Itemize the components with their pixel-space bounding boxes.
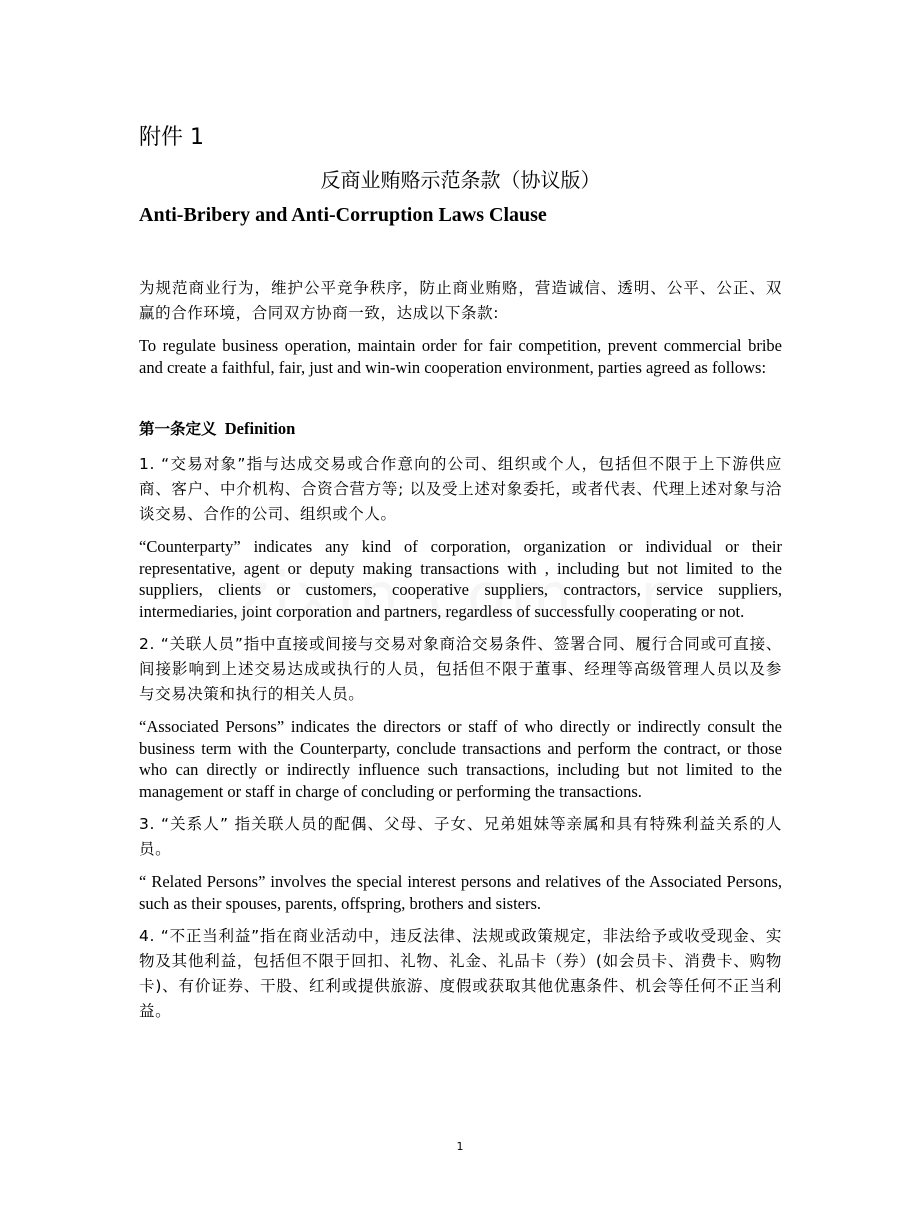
title-english: Anti-Bribery and Anti-Corruption Laws Clause — [139, 204, 547, 226]
definition-1-chinese: 1. “交易对象”指与达成交易或合作意向的公司、组织或个人，包括但不限于上下游供应商、客户、中介机构、合资合营方等; 以及受上述对象委托，或者代表、代理上述对象与洽谈交易、合作的公司、组织或个人。 — [139, 455, 782, 523]
document-body — [139, 120, 782, 1033]
definition-3-chinese: 3. “关系人” 指关联人员的配偶、父母、子女、兄弟姐妹等亲属和具有特殊利益关系的人员。 — [139, 815, 782, 858]
section-heading-english: Definition — [224, 419, 296, 438]
definition-2-chinese: 2. “关联人员”指中直接或间接与交易对象商洽交易条件、签署合同、履行合同或可直接、间接影响到上述交易达成或执行的人员，包括但不限于董事、经理等高级管理人员以及参与交易决策和执行的相关人员。 — [139, 635, 782, 703]
section-heading-chinese: 第一条定义 — [139, 420, 217, 438]
page-number: 1 — [456, 1140, 464, 1153]
definition-3-english: “ Related Persons” involves the special interest persons and relatives of the Associated Persons, such as their spouses, parents, offspring, brothers and sisters. — [139, 872, 782, 913]
definition-2-english: “Associated Persons” indicates the directors or staff of who directly or indirectly consult the business term with the Counterparty, conclude transactions and perform the contract, or those who can directly or indirectly influence such transactions, including but not limited to the management or staff in charge of concluding or performing the transactions. — [139, 717, 782, 801]
annex-label: 附件 1 — [139, 125, 204, 150]
definition-1-english: “Counterparty” indicates any kind of corporation, organization or individual or their representative, agent or deputy making transactions with , including but not limited to the suppliers, clients or customers, cooperative suppliers, contractors, service suppliers, intermediaries, joint corporation and partners, regardless of successfully cooperating or not. — [139, 537, 782, 621]
definition-4-chinese: 4. “不正当利益”指在商业活动中，违反法律、法规或政策规定，非法给予或收受现金、实物及其他利益，包括但不限于回扣、礼物、礼金、礼品卡（券）(如会员卡、消费卡、购物卡)、有价证券、干股、红利或提供旅游、度假或获取其他优惠条件、机会等任何不正当利益。 — [139, 927, 782, 1020]
intro-english: To regulate business operation, maintain order for fair competition, prevent commercial bribe and create a faithful, fair, just and win-win cooperation environment, parties agreed as follows: — [139, 336, 782, 377]
title-chinese: 反商业贿赂示范条款（协议版） — [320, 168, 601, 192]
intro-chinese: 为规范商业行为，维护公平竞争秩序，防止商业贿赂，营造诚信、透明、公平、公正、双赢的合作环境，合同双方协商一致，达成以下条款: — [139, 279, 782, 322]
section-heading-definition — [139, 418, 782, 440]
